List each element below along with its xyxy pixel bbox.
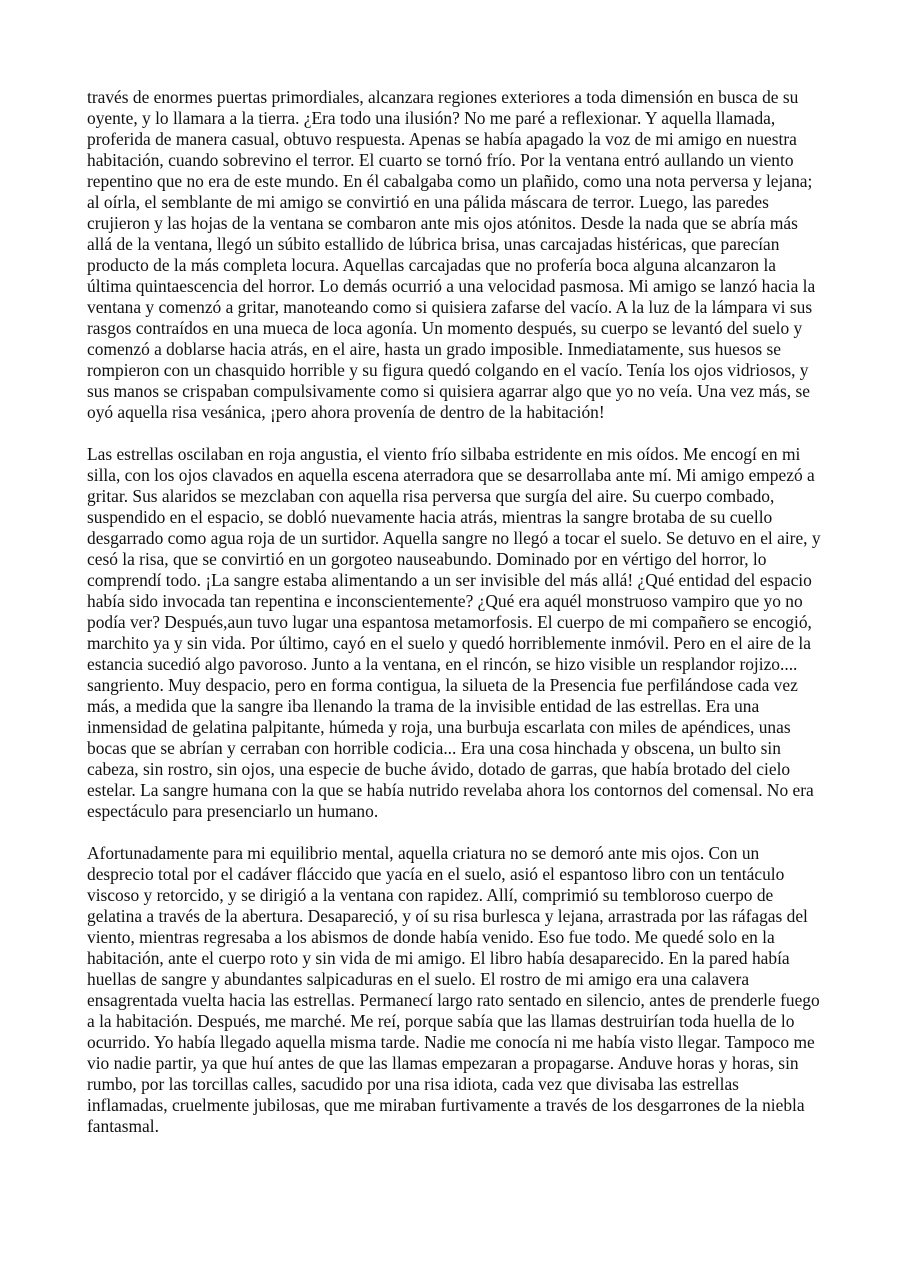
paragraph-2: Las estrellas oscilaban en roja angustia, el viento frío silbaba estridente en mis oídos. Me encogí en mi silla, con los ojos clavados en aquella escena aterradora que se desarrollaba ante mí. Mi amigo empezó a gritar. Sus alaridos se mezclaban con aquella risa perversa que surgía del aire. Su cuerpo combado, suspendido en el espacio, se dobló nuevamente hacia atrás, mientras la sangre brotaba de su cuello desgarrado como agua roja de un surtidor. Aquella sangre no llegó a tocar el suelo. Se detuvo en el aire, y cesó la risa, que se convirtió en un gorgoteo nauseabundo. Dominado por en vértigo del horror, lo comprendí todo. ¡La sangre estaba alimentando a un ser invisible del más allá! ¿Qué entidad del espacio había sido invocada tan repentina e inconscientemente? ¿Qué era aquél monstruoso vampiro que yo no podía ver? Después,aun tuvo lugar una espantosa metamorfosis. El cuerpo de mi compañero se encogió, marchito ya y sin vida. Por último, cayó en el suelo y quedó horriblemente inmóvil. Pero en el aire de la estancia sucedió algo pavoroso. Junto a la ventana, en el rincón, se hizo visible un resplandor rojizo.... sangriento. Muy despacio, pero en forma contigua, la silueta de la Presencia fue perfilándose cada vez más, a medida que la sangre iba llenando la trama de la invisible entidad de las estrellas. Era una inmensidad de gelatina palpitante, húmeda y roja, una burbuja escarlata con miles de apéndices, unas bocas que se abrían y cerraban con horrible codicia... Era una cosa hinchada y obscena, un bulto sin cabeza, sin rostro, sin ojos, una especie de buche ávido, dotado de garras, que había brotado del cielo estelar. La sangre humana con la que se había nutrido revelaba ahora los contornos del comensal. No era espectáculo para presenciarlo un humano. <box>87 444 821 821</box>
paragraph-1: través de enormes puertas primordiales, alcanzara regiones exteriores a toda dimensión en busca de su oyente, y lo llamara a la tierra. ¿Era todo una ilusión? No me paré a reflexionar. Y aquella llamada, proferida de manera casual, obtuvo respuesta. Apenas se había apagado la voz de mi amigo en nuestra habitación, cuando sobrevino el terror. El cuarto se tornó frío. Por la ventana entró aullando un viento repentino que no era de este mundo. En él cabalgaba como un plañido, como una nota perversa y lejana; al oírla, el semblante de mi amigo se convirtió en una pálida máscara de terror. Luego, las paredes crujieron y las hojas de la ventana se combaron ante mis ojos atónitos. Desde la nada que se abría más allá de la ventana, llegó un súbito estallido de lúbrica brisa, unas carcajadas histéricas, que parecían producto de la más completa locura. Aquellas carcajadas que no profería boca alguna alcanzaron la última quintaescencia del horror. Lo demás ocurrió a una velocidad pasmosa. Mi amigo se lanzó hacia la ventana y comenzó a gritar, manoteando como si quisiera zafarse del vacío. A la luz de la lámpara vi sus rasgos contraídos en una mueca de loca agonía. Un momento después, su cuerpo se levantó del suelo y comenzó a doblarse hacia atrás, en el aire, hasta un grado imposible. Inmediatamente, sus huesos se rompieron con un chasquido horrible y su figura quedó colgando en el vacío. Tenía los ojos vidriosos, y sus manos se crispaban compulsivamente como si quisiera agarrar algo que yo no veía. Una vez más, se oyó aquella risa vesánica, ¡pero ahora provenía de dentro de la habitación! <box>87 87 816 422</box>
body-text <box>87 87 823 1137</box>
paragraph-3: Afortunadamente para mi equilibrio mental, aquella criatura no se demoró ante mis ojos. Con un desprecio total por el cadáver fláccido que yacía en el suelo, asió el espantoso libro con un tentáculo viscoso y retorcido, y se dirigió a la ventana con rapidez. Allí, comprimió su tembloroso cuerpo de gelatina a través de la abertura. Desapareció, y oí su risa burlesca y lejana, arrastrada por las ráfagas del viento, mientras regresaba a los abismos de donde había venido. Eso fue todo. Me quedé solo en la habitación, ante el cuerpo roto y sin vida de mi amigo. El libro había desaparecido. En la pared había huellas de sangre y abundantes salpicaduras en el suelo. El rostro de mi amigo era una calavera ensagrentada vuelta hacia las estrellas. Permanecí largo rato sentado en silencio, antes de prenderle fuego a la habitación. Después, me marché. Me reí, porque sabía que las llamas destruirían toda huella de lo ocurrido. Yo había llegado aquella misma tarde. Nadie me conocía ni me había visto llegar. Tampoco me vio nadie partir, ya que huí antes de que las llamas empezaran a propagarse. Anduve horas y horas, sin rumbo, por las torcillas calles, sacudido por una risa idiota, cada vez que divisaba las estrellas inflamadas, cruelmente jubilosas, que me miraban furtivamente a través de los desgarrones de la niebla fantasmal. <box>87 843 820 1136</box>
